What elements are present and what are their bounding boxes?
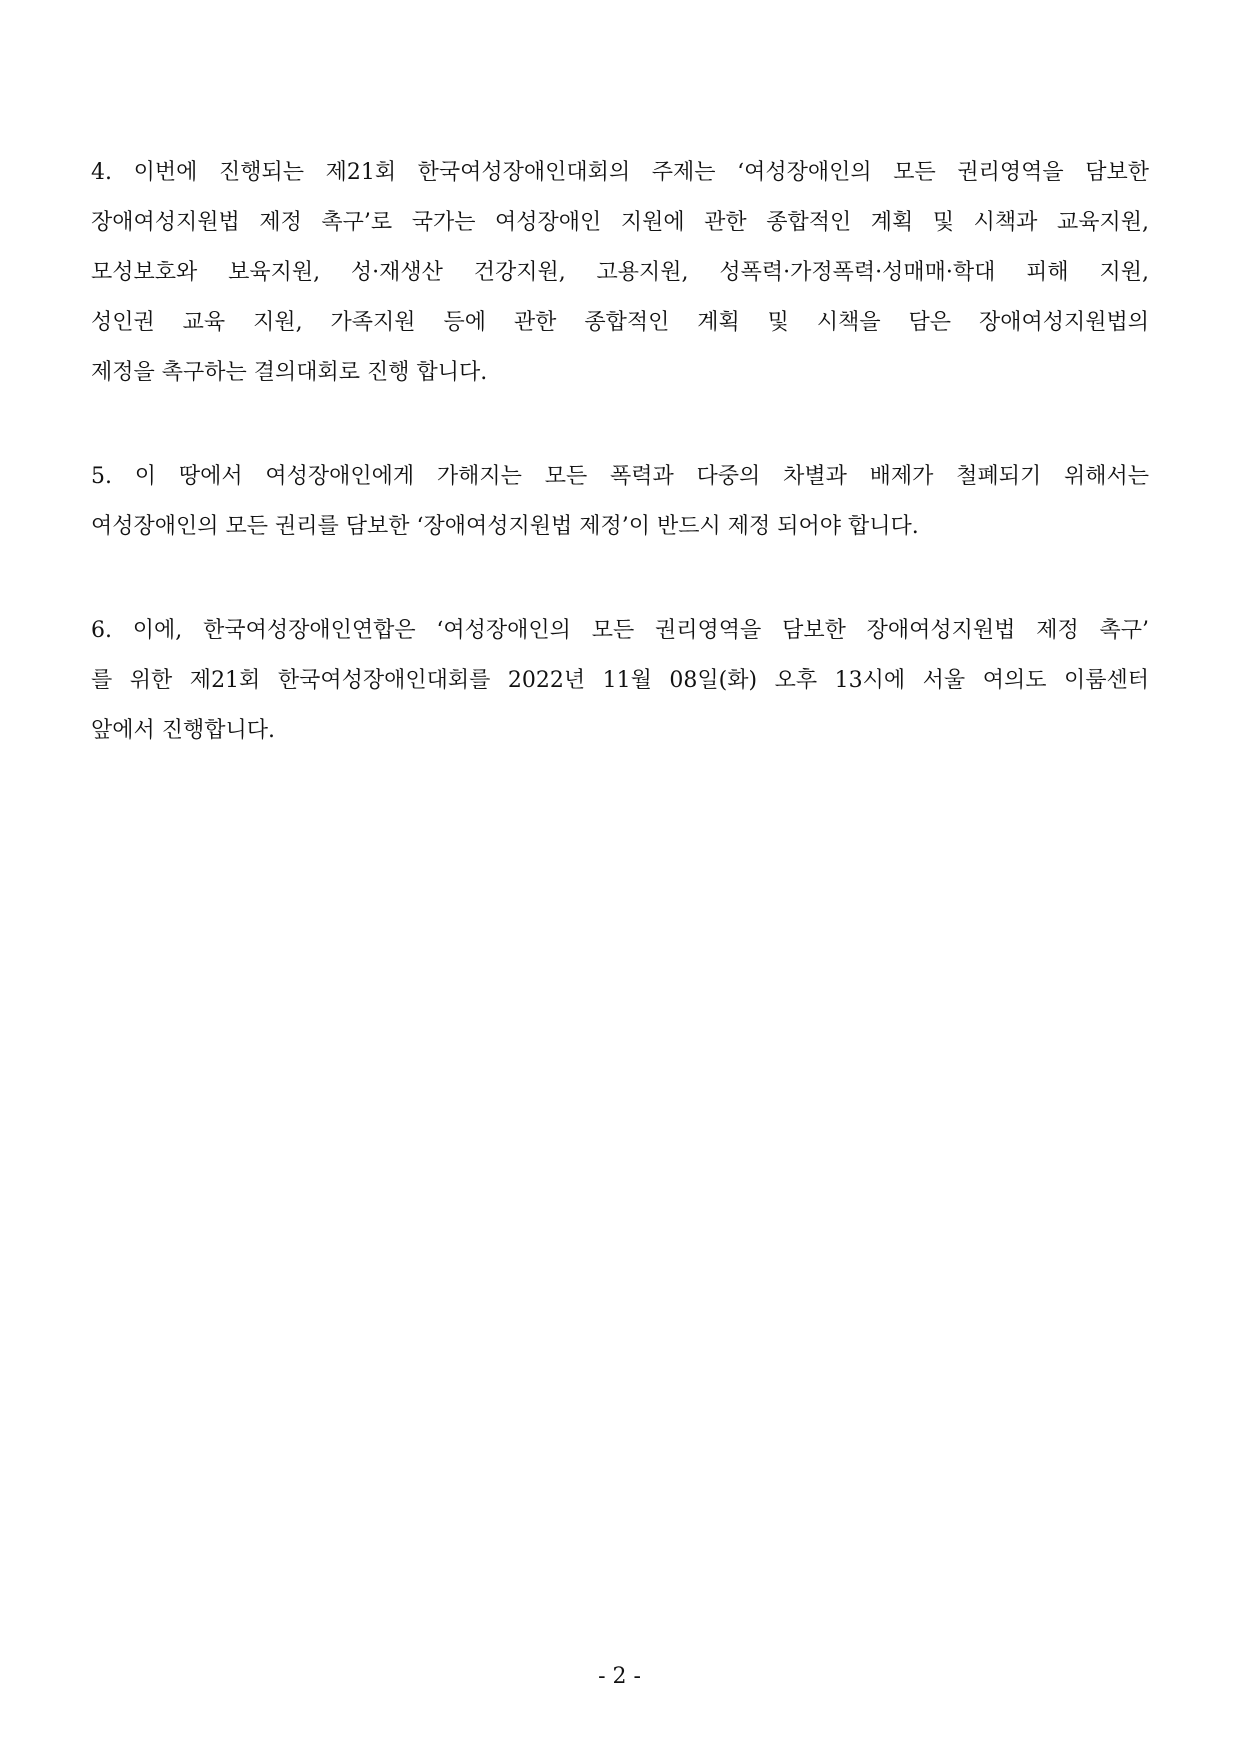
paragraph-5	[91, 452, 1149, 552]
paragraph-line: 성인권 교육 지원, 가족지원 등에 관한 종합적인 계획 및 시책을 담은 장애여성지원법의	[91, 310, 1149, 335]
paragraph-line: 제정을 촉구하는 결의대회로 진행 합니다.	[91, 360, 488, 385]
page-number: - 2 -	[598, 1664, 641, 1689]
paragraph-6	[91, 606, 1149, 756]
paragraph-4	[91, 148, 1149, 398]
paragraph-line: 4. 이번에 진행되는 제21회 한국여성장애인대회의 주제는 ‘여성장애인의 모든 권리영역을 담보한	[91, 160, 1149, 185]
paragraph-line: 여성장애인의 모든 권리를 담보한 ‘장애여성지원법 제정’이 반드시 제정 되어야 합니다.	[91, 514, 919, 539]
paragraph-line: 5. 이 땅에서 여성장애인에게 가해지는 모든 폭력과 다중의 차별과 배제가 철폐되기 위해서는	[91, 464, 1149, 489]
paragraph-line: 를 위한 제21회 한국여성장애인대회를 2022년 11월 08일(화) 오후 13시에 서울 여의도 이룸센터	[91, 668, 1149, 693]
document-body	[91, 148, 1149, 810]
paragraph-line: 장애여성지원법 제정 촉구’로 국가는 여성장애인 지원에 관한 종합적인 계획 및 시책과 교육지원,	[91, 210, 1149, 235]
paragraph-line: 6. 이에, 한국여성장애인연합은 ‘여성장애인의 모든 권리영역을 담보한 장애여성지원법 제정 촉구’	[91, 618, 1149, 643]
paragraph-line: 모성보호와 보육지원, 성·재생산 건강지원, 고용지원, 성폭력·가정폭력·성매매·학대 피해 지원,	[91, 260, 1149, 285]
paragraph-line: 앞에서 진행합니다.	[91, 718, 276, 743]
